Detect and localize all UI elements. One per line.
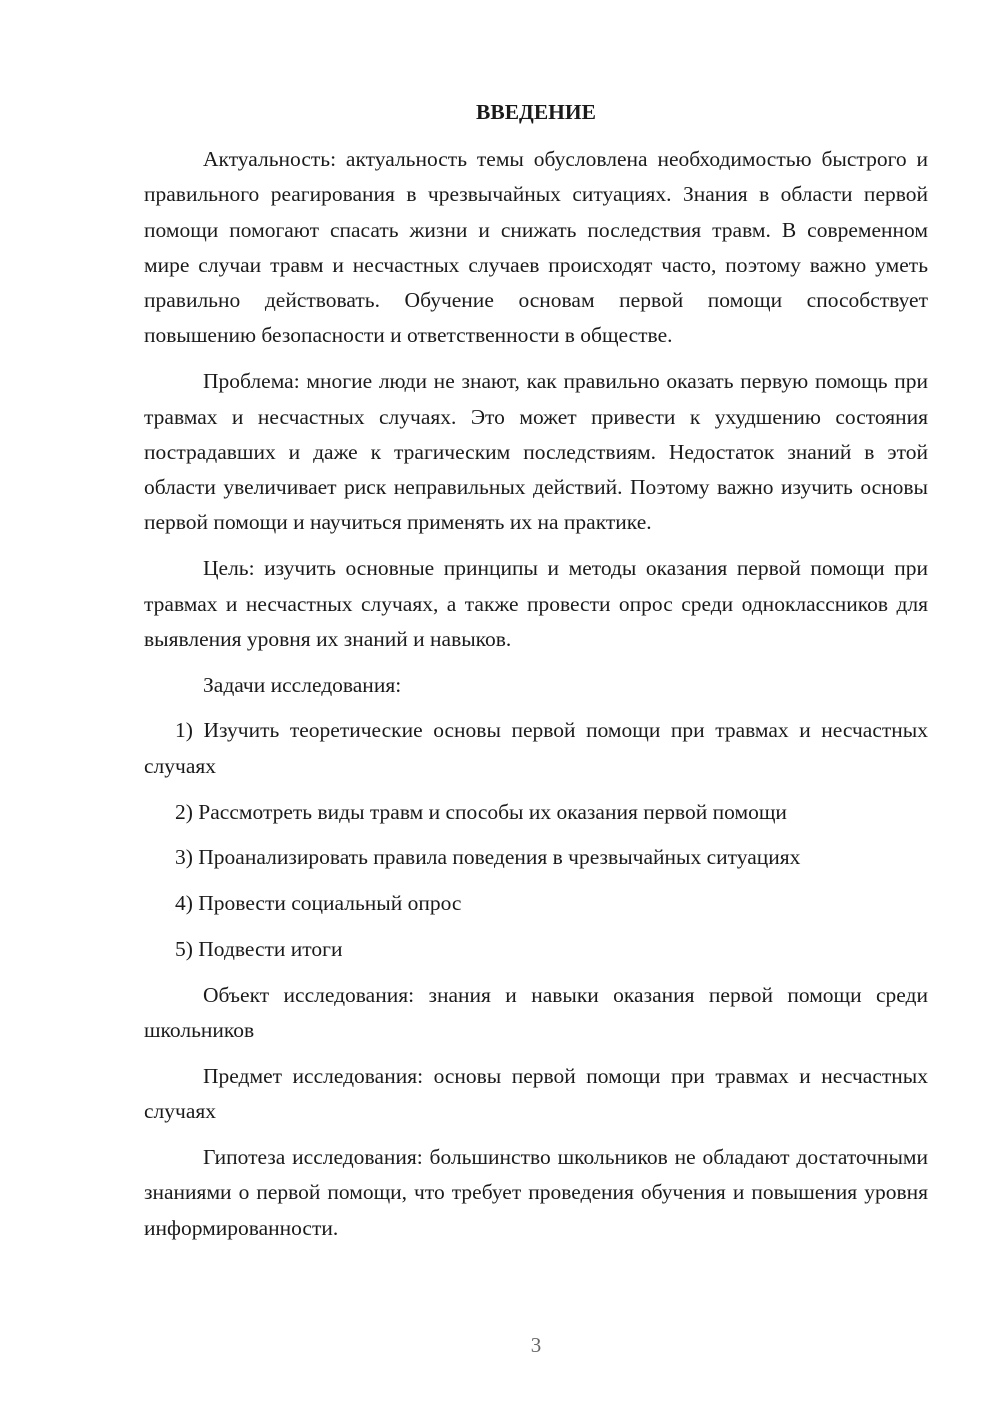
tasks-heading: Задачи исследования: [203,672,402,697]
section-heading: ВВЕДЕНИЕ [476,100,596,124]
page-number: 3 [530,1333,542,1357]
paragraph-subject: Предмет исследования: основы первой помощи при травмах и несчастных случаях [144,1063,928,1124]
task-item: 2) Рассмотреть виды травм и способы их оказания первой помощи [175,799,787,824]
document-body [144,95,928,1256]
paragraph-hypothesis: Гипотеза исследования: большинство школьников не обладают достаточными знаниями о первой помощи, что требует проведения обучения и повышения уровня информированности. [144,1144,928,1240]
task-item: 3) Проанализировать правила поведения в чрезвычайных ситуациях [175,845,801,870]
paragraph-relevance: Актуальность: актуальность темы обусловлена необходимостью быстрого и правильного реагирования в чрезвычайных ситуациях. Знания в области первой помощи помогают спасать жизни и снижать последствия травм. В современном мире случаи травм и несчастных случаев происходят часто, поэтому важно уметь правильно действовать. Обучение основам первой помощи способствует повышению безопасности и ответственности в обществе. [144,147,928,348]
task-item: 4) Провести социальный опрос [175,891,462,916]
task-item: 5) Подвести итоги [175,936,343,961]
paragraph-problem: Проблема: многие люди не знают, как правильно оказать первую помощь при травмах и несчастных случаях. Это может привести к ухудшению состояния пострадавших и даже к трагическим последствиям. Недостаток знаний в этой области увеличивает риск неправильных действий. Поэтому важно изучить основы первой помощи и научиться применять их на практике. [144,369,928,535]
paragraph-goal: Цель: изучить основные принципы и методы оказания первой помощи при травмах и несчастных случаях, а также провести опрос среди одноклассников для выявления уровня их знаний и навыков. [144,556,928,651]
paragraph-object: Объект исследования: знания и навыки оказания первой помощи среди школьников [144,982,928,1043]
task-item: 1) Изучить теоретические основы первой помощи при травмах и несчастных случаях [144,718,928,778]
